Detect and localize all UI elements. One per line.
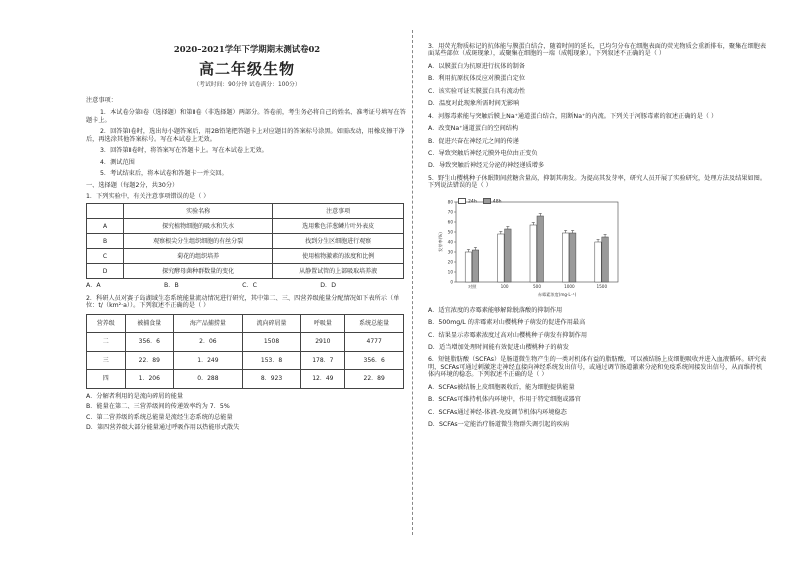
table-cell: C	[87, 249, 124, 264]
table-row	[87, 219, 404, 234]
question-3-option: A．以膜蛋白为抗原进行抗体的制备	[428, 62, 526, 70]
table-row	[87, 333, 404, 352]
table-header-cell: 实验名称	[124, 204, 273, 219]
bar-48h-1	[505, 229, 512, 282]
table-header-cell: 注意事项	[273, 204, 404, 219]
table-cell: 22．89	[125, 351, 174, 370]
table-cell: 4777	[345, 333, 404, 352]
table-cell: 356．6	[345, 351, 404, 370]
table-cell: 探究植物细胞的吸水和失水	[124, 219, 273, 234]
question-5-option: D．适当增加处理时间能有效促进山樱桃种子的萌发	[428, 344, 569, 351]
table-cell: 找到分生区细胞进行观察	[273, 234, 404, 249]
question-3-stem: 3．用荧光物质标记的抗体能与膜蛋白结合，随着时间的延长，已均匀分布在细胞表面的荧光物质会重新排布，聚集在细胞表面某些部位（成斑现象），或聚集在细胞的一端（成帽现象）。下列叙述不正确的是（ ）	[428, 43, 767, 58]
table-cell: 12．49	[301, 370, 345, 389]
question-6-option: C．SCFAs通过神经-体液-免疫调节机体内环境稳态	[428, 408, 567, 416]
question-2-option: A．分解者利用的是流向碎屑的能量	[86, 392, 184, 400]
notice-item: 4．测试范围	[100, 158, 135, 166]
question-1-stem: 1．下列实验中，有关注意事项错误的是（ ）	[86, 192, 210, 200]
table-cell: 153．8	[242, 351, 301, 370]
column-divider	[412, 30, 413, 535]
table-row	[87, 264, 404, 279]
notice-item: 2．回答第Ⅰ卷时，选出每小题答案后，用2B铅笔把答题卡上对应题目的答案标号涂黑。如需改动，用橡皮擦干净后，再选涂其他答案标号。写在本试卷上无效。	[86, 128, 405, 143]
y-tick-label: 60	[447, 219, 453, 225]
question-5-option: C．结果显示赤霉素浓度过高对山樱桃种子萌发有抑制作用	[428, 331, 588, 339]
question-3-option: D．温度对此现象所需时间无影响	[428, 100, 520, 108]
table-cell: 2．06	[174, 333, 243, 352]
question-1-table	[86, 203, 404, 279]
question-1-options	[86, 282, 336, 289]
legend-swatch-48h	[483, 198, 491, 204]
x-axis-label: 赤霉素浓度(mg·L⁻¹)	[537, 291, 577, 297]
y-tick-label: 20	[447, 259, 453, 265]
y-tick-label: 80	[447, 199, 453, 205]
bar-24h-4	[595, 242, 602, 282]
question-2-table	[86, 314, 404, 389]
table-cell: 使用植物激素的浓度和比例	[273, 249, 404, 264]
table-cell: 1508	[242, 333, 301, 352]
y-tick-label: 10	[447, 269, 453, 275]
table-cell: 菊花的组织培养	[124, 249, 273, 264]
table-cell: 1．249	[174, 351, 243, 370]
bar-48h-2	[537, 216, 544, 282]
bar-48h-4	[602, 237, 609, 282]
table-cell: 三	[87, 351, 126, 370]
table-header-cell: 呼吸量	[301, 314, 345, 333]
option-d: D．D	[320, 282, 336, 290]
x-tick-label: 1500	[596, 283, 608, 289]
bar-24h-1	[498, 234, 505, 282]
option-a: A．A	[86, 282, 101, 290]
table-header-cell	[87, 204, 124, 219]
legend-label: 24h	[468, 199, 477, 205]
x-tick-label: 100	[500, 283, 509, 289]
option-b: B．B	[164, 282, 179, 290]
chart-svg	[436, 194, 626, 302]
table-cell: 1．206	[125, 370, 174, 389]
legend-item-48h	[483, 198, 502, 205]
table-cell: 0．288	[174, 370, 243, 389]
notice-title: 注意事项：	[86, 97, 117, 105]
y-tick-label: 40	[447, 239, 453, 245]
table-cell: 二	[87, 333, 126, 352]
table-cell: 从静置试管的上部吸取培养液	[273, 264, 404, 279]
germination-bar-chart	[436, 194, 626, 302]
table-cell: B	[87, 234, 124, 249]
y-axis-label: 发芽率(%)	[438, 231, 443, 252]
notice-item: 3．回答第Ⅱ卷时，将答案写在答题卡上。写在本试卷上无效。	[100, 147, 268, 155]
table-cell: 探究酵母菌种群数量的变化	[124, 264, 273, 279]
question-3-option: B．利用抗原抗体反应对膜蛋白定位	[428, 75, 526, 83]
main-title: 高二年级生物	[198, 60, 295, 79]
table-cell: 2910	[301, 333, 345, 352]
question-5-option: A．适宜浓度的赤霉素能够解除脱落酸的抑制作用	[428, 306, 563, 314]
bar-24h-2	[530, 225, 537, 282]
question-2-option: D．第四营养级大部分能量通过呼吸作用以热能形式散失	[86, 424, 240, 432]
table-cell: 8．923	[242, 370, 301, 389]
question-4-option: A．改变Na⁺通道蛋白的空间结构	[428, 125, 519, 133]
table-header-row	[87, 204, 404, 219]
x-tick-label: 1000	[564, 283, 575, 289]
table-header-cell: 流向碎屑量	[242, 314, 301, 333]
question-4-option: B．促进兴奋在神经元之间的传递	[428, 137, 519, 145]
legend-label: 48h	[492, 199, 502, 205]
table-row	[87, 234, 404, 249]
table-cell: 选用紫色洋葱鳞片叶外表皮	[273, 219, 404, 234]
bar-24h-3	[562, 233, 569, 282]
y-tick-label: 0	[450, 279, 453, 285]
table-row	[87, 370, 404, 389]
question-4-option: C．导致突触后神经元膜外电位由正变负	[428, 149, 538, 157]
table-header-cell: 系统总能量	[345, 314, 404, 333]
x-tick-label: 500	[533, 283, 541, 289]
table-cell: 四	[87, 370, 126, 389]
table-cell: 观察根尖分生组织细胞的有丝分裂	[124, 234, 273, 249]
question-2-option: C．第二营养级的系统总能量是流经生态系统的总能量	[86, 413, 233, 421]
question-3-option: C．该实验可证实膜蛋白具有流动性	[428, 87, 526, 95]
table-row	[87, 249, 404, 264]
table-cell: 22．89	[345, 370, 404, 389]
y-tick-label: 30	[447, 249, 453, 255]
left-column	[86, 38, 408, 434]
question-6-stem: 6．短链脂肪酸（SCFAs）是肠道微生物产生的一类对机体有益的脂肪酸，可以被结肠上皮细胞吸收并进入血液循环。研究表明，SCFAs可通过刺激迷走神经直接向神经系统发出信号，或通过调节肠道激素分泌和免疫系统间接发出信号，从而维持机体内环境的稳态。下列叙述不正确的是（ ）	[428, 356, 767, 379]
notice-item: 1．本试卷分第Ⅰ卷（选择题）和第Ⅱ卷（非选择题）两部分。答卷前，考生务必将自己的姓名、准考证号填写在答题卡上。	[86, 109, 406, 124]
bar-48h-0	[472, 250, 479, 282]
table-header-cell: 营养级	[87, 314, 126, 333]
chart-legend	[458, 198, 502, 205]
y-tick-label: 70	[447, 209, 453, 215]
bar-24h-0	[465, 252, 472, 282]
x-tick-label: 对照	[468, 283, 477, 289]
section-heading: 一、选择题（每题2分，共30分）	[86, 181, 179, 189]
question-2-stem: 2．科研人员对赛子岛湖域生态系统能量流动情况进行研究，其中第二、三、四营养级能量分配情况如下表所示（单位：t/（km²·a））。下列叙述不正确的是（ ）	[86, 294, 400, 310]
table-cell: 178．7	[301, 351, 345, 370]
option-c: C．C	[242, 282, 257, 290]
table-header-cell: 被捕食量	[125, 314, 174, 333]
question-4-option: D．导致突触后神经元分泌的神经递质增多	[428, 162, 545, 170]
table-cell: A	[87, 219, 124, 234]
notice-item: 5．考试结束后，将本试卷和答题卡一并交回。	[100, 170, 228, 178]
legend-swatch-24h	[458, 198, 466, 204]
table-header-row	[87, 314, 404, 333]
exam-title: 2020–2021学年下学期期末测试卷02	[173, 44, 321, 54]
table-header-cell: 海产品捕捞量	[174, 314, 243, 333]
question-6-option: A．SCFAs被结肠上皮细胞吸收后，能为细胞提供能量	[428, 383, 575, 391]
question-6-option: D．SCFAs一定能治疗肠道微生物群失调引起的疾病	[428, 421, 570, 429]
exam-meta: （考试时间：90分钟 试卷满分：100分）	[193, 82, 301, 89]
right-column	[428, 40, 768, 434]
question-5-stem: 5．野生山樱桃种子休眠期间蔗糖含量高，抑制其萌发。为提高其发芽率，研究人员开展了实验研究，处理方法及结果如图。下列说法错误的是（ ）	[428, 174, 767, 190]
question-2-option: B．能量在第二、三营养级间的传递效率约为 7．5%	[86, 403, 230, 411]
bar-48h-3	[569, 233, 576, 282]
legend-item-24h	[458, 198, 477, 205]
table-cell: 356．6	[125, 333, 174, 352]
question-4-stem: 4．河豚毒素能与突触后膜上Na⁺通道蛋白结合，阻断Na⁺的内流。下列关于河豚毒素的叙述正确的是（ ）	[428, 112, 718, 120]
y-tick-label: 50	[447, 229, 453, 235]
question-5-option: B．500mg/L 的赤霉素对山樱桃种子萌发的促进作用最高	[428, 319, 586, 327]
table-row	[87, 351, 404, 370]
table-cell: D	[87, 264, 124, 279]
question-6-option: B．SCFAs可维持机体内环境中，作用于特定细胞或器官	[428, 396, 581, 404]
